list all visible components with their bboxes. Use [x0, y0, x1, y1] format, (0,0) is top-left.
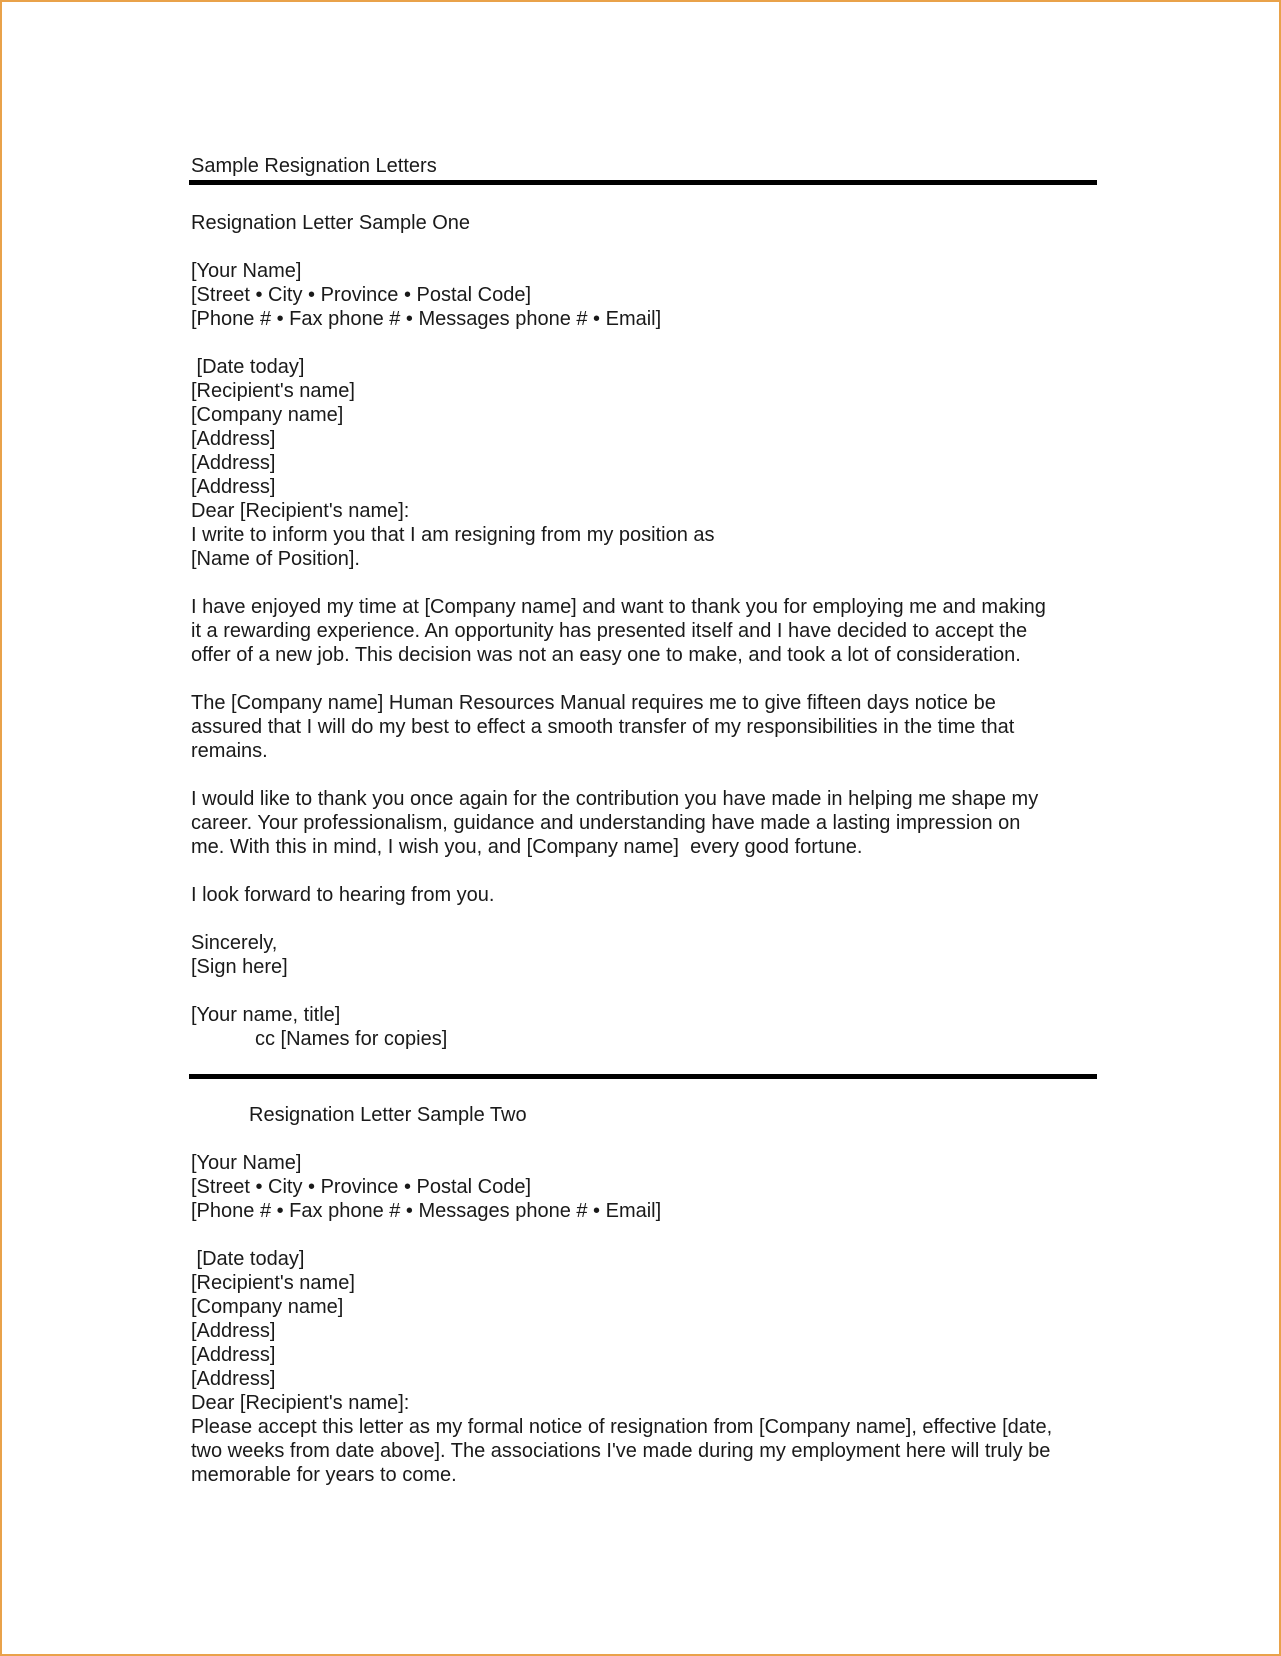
- section-divider: [189, 1074, 1097, 1079]
- sender-address: [Street • City • Province • Postal Code]: [191, 1176, 532, 1198]
- address-line: [Address]: [191, 428, 276, 450]
- document-title: Sample Resignation Letters: [191, 155, 437, 177]
- salutation: Dear [Recipient's name]:: [191, 500, 410, 522]
- letter-sample-one: [191, 211, 1091, 1051]
- letter-one-heading: Resignation Letter Sample One: [191, 212, 471, 234]
- company-name: [Company name]: [191, 1296, 344, 1318]
- salutation: Dear [Recipient's name]:: [191, 1392, 410, 1414]
- name-title: [Your name, title]: [191, 1004, 341, 1026]
- sender-contact: [Phone # • Fax phone # • Messages phone # • Email]: [191, 308, 662, 330]
- company-name: [Company name]: [191, 404, 344, 426]
- sender-address: [Street • City • Province • Postal Code]: [191, 284, 532, 306]
- closing-line: I look forward to hearing from you.: [191, 884, 495, 906]
- body-line: remains.: [191, 740, 268, 762]
- address-line: [Address]: [191, 1320, 276, 1342]
- date-line: [Date today]: [191, 1248, 305, 1270]
- sender-contact: [Phone # • Fax phone # • Messages phone # • Email]: [191, 1200, 662, 1222]
- body-line: Please accept this letter as my formal notice of resignation from [Company name], effective [date,: [191, 1416, 1053, 1438]
- recipient-name: [Recipient's name]: [191, 380, 355, 402]
- body-line: I write to inform you that I am resigning from my position as: [191, 524, 715, 546]
- body-line: memorable for years to come.: [191, 1464, 457, 1486]
- body-line: assured that I will do my best to effect a smooth transfer of my responsibilities in the time that: [191, 716, 1015, 738]
- body-line: The [Company name] Human Resources Manual requires me to give fifteen days notice be: [191, 692, 996, 714]
- cc-line: cc [Names for copies]: [255, 1028, 448, 1050]
- body-line: it a rewarding experience. An opportunity has presented itself and I have decided to accept the: [191, 620, 1028, 642]
- sender-name: [Your Name]: [191, 260, 302, 282]
- date-line: [Date today]: [191, 356, 305, 378]
- body-line: two weeks from date above]. The associations I've made during my employment here will truly be: [191, 1440, 1051, 1462]
- body-line: me. With this in mind, I wish you, and [Company name] every good fortune.: [191, 836, 863, 858]
- address-line: [Address]: [191, 452, 276, 474]
- recipient-name: [Recipient's name]: [191, 1272, 355, 1294]
- signoff: Sincerely,: [191, 932, 278, 954]
- sender-name: [Your Name]: [191, 1152, 302, 1174]
- letter-two-heading: Resignation Letter Sample Two: [249, 1104, 527, 1126]
- body-line: I have enjoyed my time at [Company name] and want to thank you for employing me and making: [191, 596, 1046, 618]
- body-line: I would like to thank you once again for the contribution you have made in helping me shape my: [191, 788, 1039, 810]
- letter-sample-two: [191, 1103, 1091, 1487]
- body-line: career. Your professionalism, guidance and understanding have made a lasting impression on: [191, 812, 1021, 834]
- body-line: offer of a new job. This decision was not an easy one to make, and took a lot of consideration.: [191, 644, 1021, 666]
- address-line: [Address]: [191, 476, 276, 498]
- address-line: [Address]: [191, 1344, 276, 1366]
- body-line: [Name of Position].: [191, 548, 360, 570]
- signature-placeholder: [Sign here]: [191, 956, 288, 978]
- section-divider: [189, 180, 1097, 185]
- address-line: [Address]: [191, 1368, 276, 1390]
